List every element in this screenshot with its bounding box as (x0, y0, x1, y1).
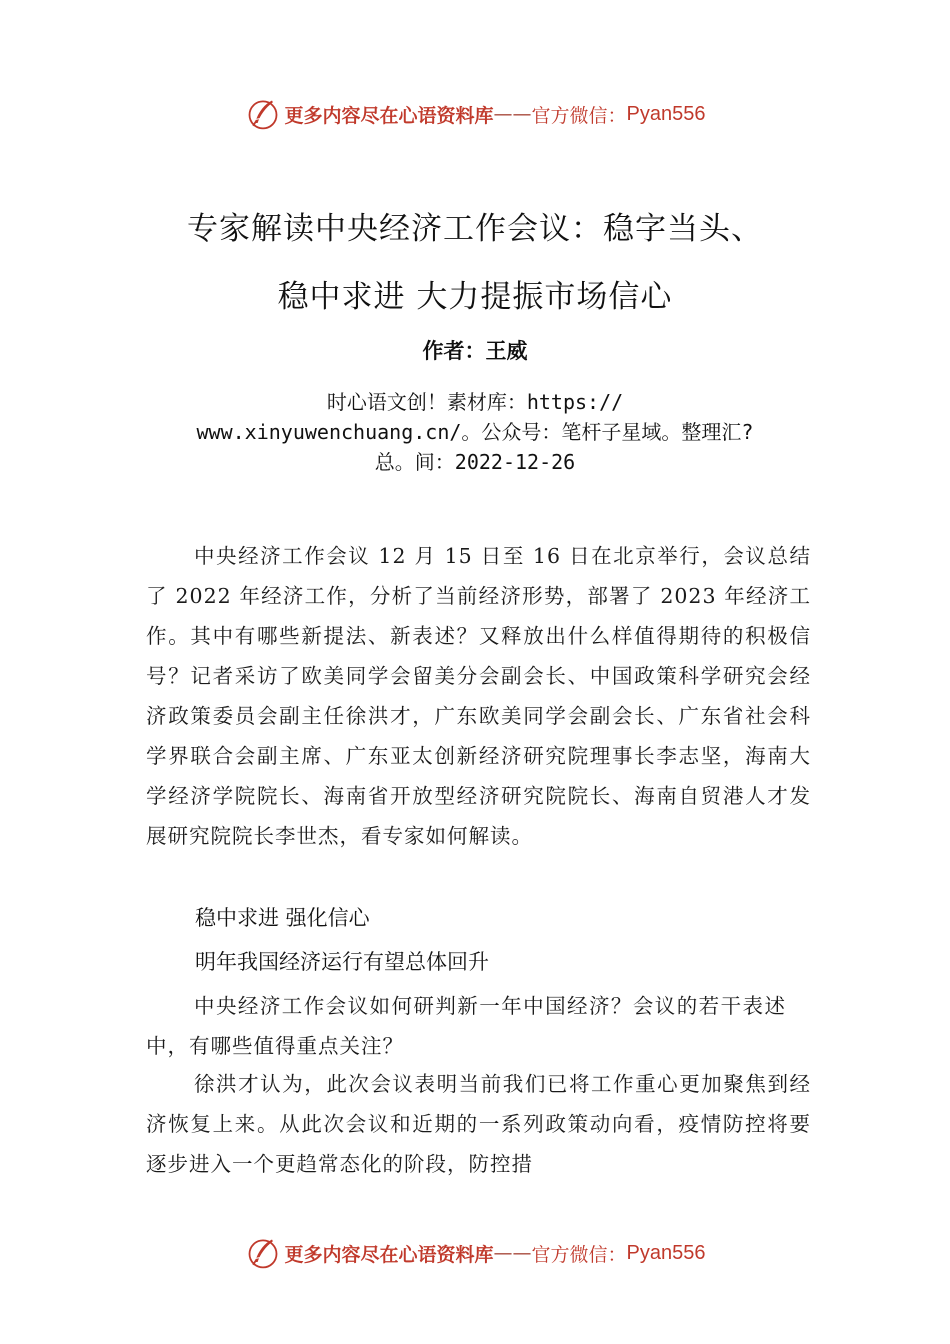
body-paragraph-1: 中央经济工作会议 12 月 15 日至 16 日在北京举行，会议总结了 2022 年经济工作，分析了当前经济形势，部署了 2023 年经济工作。其中有哪些新提法、新表述？又释放出什么样值得期待的积极信号？记者采访了欧美同学会留美分会副会长、中国政策科学研究会经济政策委员会副主任徐洪才，广东欧美同学会副会长、广东省社会科学界联合会副主席、广东亚太创新经济研究院理事长李志坚，海南大学经济学院院长、海南省开放型经济研究院院长、海南自贸港人才发展研究院院长李世杰，看专家如何解读。 (146, 544, 811, 848)
watermark-label: 官方微信： (531, 104, 627, 127)
header-watermark (0, 94, 950, 134)
watermark-text: 更多内容尽在心语资料库 (284, 104, 494, 127)
article-meta-line2: www.xinyuwenchuang.cn/。公众号：笔杆子星域。整理汇? (196, 420, 754, 444)
article-meta-line1: 时心语文创！素材库：https:// (326, 390, 624, 414)
watermark-wechat-id: Pyan556 (626, 1241, 706, 1264)
article-author: 作者：王威 (422, 339, 528, 363)
section-heading-2: 明年我国经济运行有望总体回升 (195, 950, 489, 974)
article-title-line2: 稳中求进 大力提振市场信心 (277, 279, 673, 315)
watermark-separator: —— (493, 1242, 532, 1264)
feather-quill-logo-icon (245, 1235, 281, 1271)
section-heading-1: 稳中求进 强化信心 (195, 906, 370, 930)
article-title-line1: 专家解读中央经济工作会议：稳字当头、 (187, 211, 763, 247)
footer-watermark (0, 1233, 950, 1273)
watermark-label: 官方微信： (531, 1243, 627, 1266)
body-paragraph-2: 中央经济工作会议如何研判新一年中国经济？会议的若干表述中，有哪些值得重点关注？ (146, 994, 786, 1058)
watermark-separator: —— (493, 103, 532, 125)
watermark-wechat-id: Pyan556 (626, 102, 706, 125)
watermark-text: 更多内容尽在心语资料库 (284, 1243, 494, 1266)
body-paragraph-3: 徐洪才认为，此次会议表明当前我们已将工作重心更加聚焦到经济恢复上来。从此次会议和近期的一系列政策动向看，疫情防控将要逐步进入一个更趋常态化的阶段，防控措 (146, 1072, 811, 1176)
article-meta-line3: 总。间：2022-12-26 (374, 450, 576, 474)
feather-quill-logo-icon (245, 96, 281, 132)
